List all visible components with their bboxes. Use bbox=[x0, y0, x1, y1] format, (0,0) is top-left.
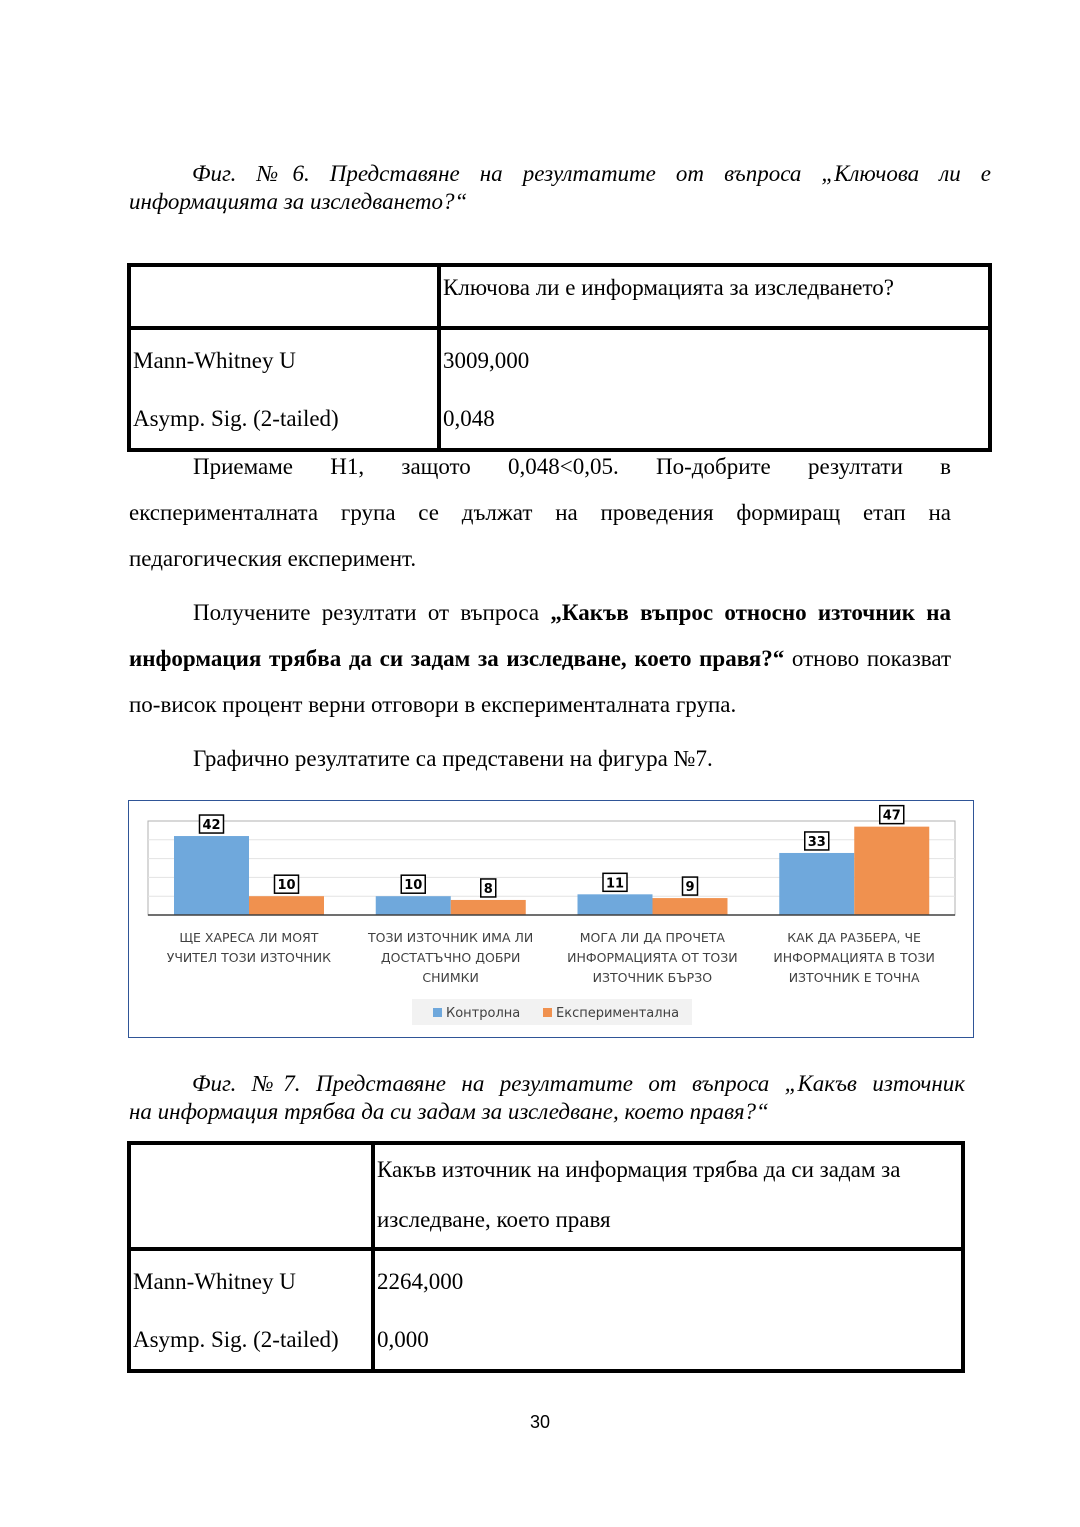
table-6-label-sig: Asymp. Sig. (2-tailed) bbox=[133, 406, 339, 431]
paragraph-results-question: „Какъв въпрос относно източник на информация трябва да си задам за изследване, което правя?“ bbox=[129, 600, 952, 671]
bar-chart bbox=[129, 801, 975, 1039]
figure-6-caption-line2: информацията за изследването?“ bbox=[129, 189, 468, 214]
table-7-values bbox=[373, 1249, 963, 1371]
bar-experimental-3 bbox=[653, 898, 728, 915]
table-7-labels bbox=[129, 1249, 373, 1371]
legend-label-control: Контролна bbox=[446, 1006, 521, 1021]
category-label: СНИМКИ bbox=[422, 970, 479, 985]
category-label: ИЗТОЧНИК БЪРЗО bbox=[592, 970, 713, 985]
table-6-values bbox=[439, 328, 990, 450]
figure-7-chart bbox=[128, 800, 974, 1038]
category-label: ИНФОРМАЦИЯТА ОТ ТОЗИ bbox=[567, 950, 738, 965]
legend-label-experimental: Експериментална bbox=[556, 1006, 680, 1021]
figure-7-caption bbox=[129, 1070, 991, 1126]
category-label: МОГА ЛИ ДА ПРОЧЕТА bbox=[579, 930, 725, 945]
table-7 bbox=[127, 1141, 965, 1373]
category-label: УЧИТЕЛ ТОЗИ ИЗТОЧНИК bbox=[166, 950, 332, 965]
legend-swatch-experimental bbox=[543, 1008, 552, 1017]
data-label: 8 bbox=[483, 881, 493, 897]
paragraph-figure-ref bbox=[129, 736, 951, 782]
table-7-label-sig: Asymp. Sig. (2-tailed) bbox=[133, 1327, 339, 1352]
category-label: ДОСТАТЪЧНО ДОБРИ bbox=[380, 950, 521, 965]
figure-7-caption-line2: на информация трябва да си задам за изследване, което правя?“ bbox=[129, 1099, 769, 1124]
figure-7-caption-line1: Фиг. №7. Представяне на резултатите от въпроса „Какъв източник bbox=[192, 1071, 965, 1096]
page-number: 30 bbox=[529, 1412, 551, 1432]
bar-experimental-1 bbox=[249, 896, 324, 915]
bar-control-3 bbox=[578, 894, 653, 915]
data-label: 42 bbox=[202, 818, 221, 834]
table-7-header: Какъв източник на информация трябва да си задам за изследване, което правя bbox=[373, 1143, 963, 1249]
table-7-value-sig: 0,000 bbox=[377, 1327, 429, 1352]
category-label: ЩЕ ХАРЕСА ЛИ МОЯТ bbox=[179, 930, 319, 945]
table-6-value-u: 3009,000 bbox=[443, 348, 530, 373]
paragraph-results-before: Получените резултати от въпроса bbox=[193, 600, 551, 625]
figure-6-caption bbox=[129, 160, 991, 216]
data-label: 11 bbox=[605, 876, 625, 892]
category-label: КАК ДА РАЗБЕРА, ЧЕ bbox=[787, 930, 921, 945]
table-7-value-u: 2264,000 bbox=[377, 1269, 464, 1294]
table-6-value-sig: 0,048 bbox=[443, 406, 495, 431]
figure-6-caption-line1: Фиг. №6. Представяне на резултатите от въпроса „Ключова ли е bbox=[192, 161, 991, 186]
paragraph-h1-text: Приемаме H1, защото 0,048<0,05. По-добрите резултати в експерименталната група се дължат на проведения формиращ етап на педагогическия експеримент. bbox=[129, 454, 951, 571]
table-7-label-u: Mann-Whitney U bbox=[133, 1269, 296, 1294]
paragraph-results bbox=[129, 590, 951, 728]
paragraph-h1 bbox=[129, 444, 951, 582]
table-6-labels bbox=[129, 328, 439, 450]
bar-experimental-2 bbox=[451, 900, 526, 915]
paragraph-figure-ref-text: Графично резултатите са представени на фигура №7. bbox=[193, 746, 713, 771]
category-label: ИЗТОЧНИК Е ТОЧНА bbox=[788, 970, 920, 985]
table-6-label-u: Mann-Whitney U bbox=[133, 348, 296, 373]
paragraph-results-after: отново показват по-висок процент верни отговори в експерименталната група. bbox=[129, 646, 951, 717]
legend-swatch-control bbox=[433, 1008, 442, 1017]
bar-experimental-4 bbox=[854, 827, 929, 915]
category-label: ИНФОРМАЦИЯТА В ТОЗИ bbox=[773, 950, 935, 965]
data-label: 10 bbox=[404, 878, 423, 894]
table-6-empty-cell bbox=[129, 265, 439, 328]
table-7-empty-cell bbox=[129, 1143, 373, 1249]
category-label: ТОЗИ ИЗТОЧНИК ИМА ЛИ bbox=[368, 930, 534, 945]
table-6 bbox=[127, 263, 992, 452]
bar-control-1 bbox=[174, 836, 249, 915]
bar-control-4 bbox=[779, 853, 854, 915]
data-label: 33 bbox=[807, 834, 826, 850]
data-label: 9 bbox=[685, 880, 695, 896]
table-6-header: Ключова ли е информацията за изследването? bbox=[439, 265, 990, 328]
data-label: 47 bbox=[882, 808, 901, 824]
bar-control-2 bbox=[376, 896, 451, 915]
data-label: 10 bbox=[277, 878, 296, 894]
